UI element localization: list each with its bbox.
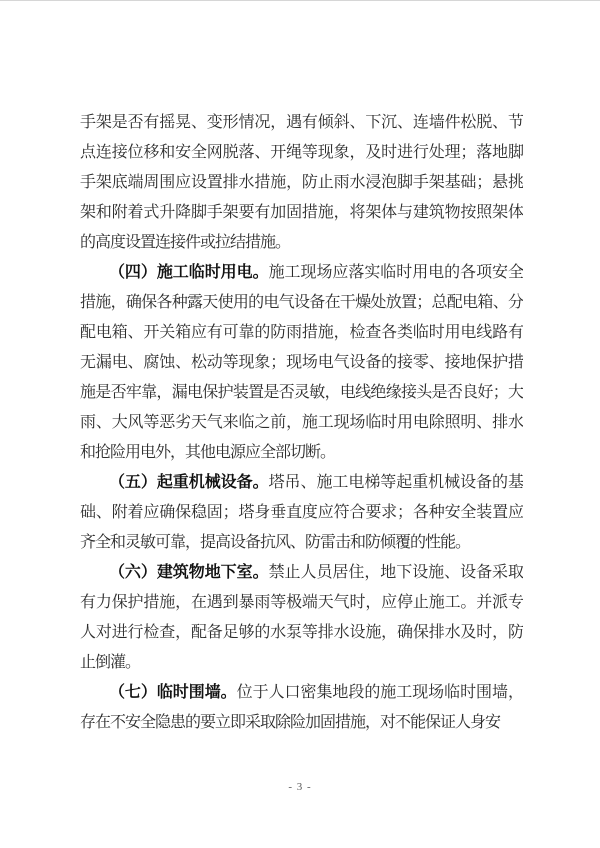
text-line-content: 施工现场应落实临时用电的各项安全 <box>268 264 523 281</box>
text-line: 齐全和灵敏可靠，提高设备抗风、防雷击和防倾覆的性能。 <box>80 534 471 551</box>
text-line: 配电箱、开关箱应有可靠的防雨措施，检查各类临时用电线路有 <box>80 324 523 341</box>
text-line: 点连接位移和安全网脱落、开绳等现象，及时进行处理；落地脚 <box>80 144 523 161</box>
section-7-temporary-enclosure-wall <box>80 678 523 738</box>
text-line: 措施，确保各种露天使用的电气设备在干燥处放置；总配电箱、分 <box>80 294 523 311</box>
section-heading: （六）建筑物地下室。 <box>108 564 269 581</box>
text-line <box>80 258 523 288</box>
section-heading: （七）临时围墙。 <box>108 684 237 701</box>
section-6-building-basement <box>80 558 523 678</box>
text-line <box>80 558 523 588</box>
text-line <box>80 108 523 138</box>
text-line: 无漏电、腐蚀、松动等现象；现场电气设备的接零、接地保护措 <box>80 354 523 371</box>
text-line: 础、附着应确保稳固；塔身垂直度应符合要求；各种安全装置应 <box>80 504 523 521</box>
section-heading: （五）起重机械设备。 <box>108 474 269 491</box>
text-line: 架和附着式升降脚手架要有加固措施，将架体与建筑物按照架体 <box>80 204 523 221</box>
document-body <box>80 108 523 738</box>
text-line: 手架底端周围应设置排水措施，防止雨水浸泡脚手架基础；悬挑 <box>80 174 523 191</box>
text-line: 的高度设置连接件或拉结措施。 <box>80 234 291 251</box>
text-line: 施是否牢靠，漏电保护装置是否灵敏，电线绝缘接头是否良好；大 <box>80 384 523 401</box>
page-number: - 3 - <box>288 781 312 793</box>
text-line: 和抢险用电外，其他电源应全部切断。 <box>80 444 336 461</box>
text-line-content: 手架是否有摇晃、变形情况，遇有倾斜、下沉、连墙件松脱、节 <box>80 114 523 131</box>
text-line: 雨、大风等恶劣天气来临之前，施工现场临时用电除照明、排水 <box>80 414 523 431</box>
text-line-content: 位于人口密集地段的施工现场临时围墙， <box>236 684 523 701</box>
section-5-lifting-machinery <box>80 468 523 558</box>
text-line-content: 禁止人员居住，地下设施、设备采取 <box>268 564 523 581</box>
paragraph-scaffold-continuation <box>80 108 523 258</box>
text-line <box>80 468 523 498</box>
text-line <box>80 678 523 708</box>
text-line: 有力保护措施，在遇到暴雨等极端天气时，应停止施工。并派专 <box>80 594 523 611</box>
text-line: 存在不安全隐患的要立即采取除险加固措施，对不能保证人身安 <box>80 714 501 731</box>
text-line: 止倒灌。 <box>80 654 141 671</box>
section-4-construction-temporary-electricity <box>80 258 523 468</box>
section-heading: （四）施工临时用电。 <box>108 264 269 281</box>
text-line-content: 塔吊、施工电梯等起重机械设备的基 <box>268 474 523 491</box>
text-line: 人对进行检查，配备足够的水泵等排水设施，确保排水及时，防 <box>80 624 523 641</box>
